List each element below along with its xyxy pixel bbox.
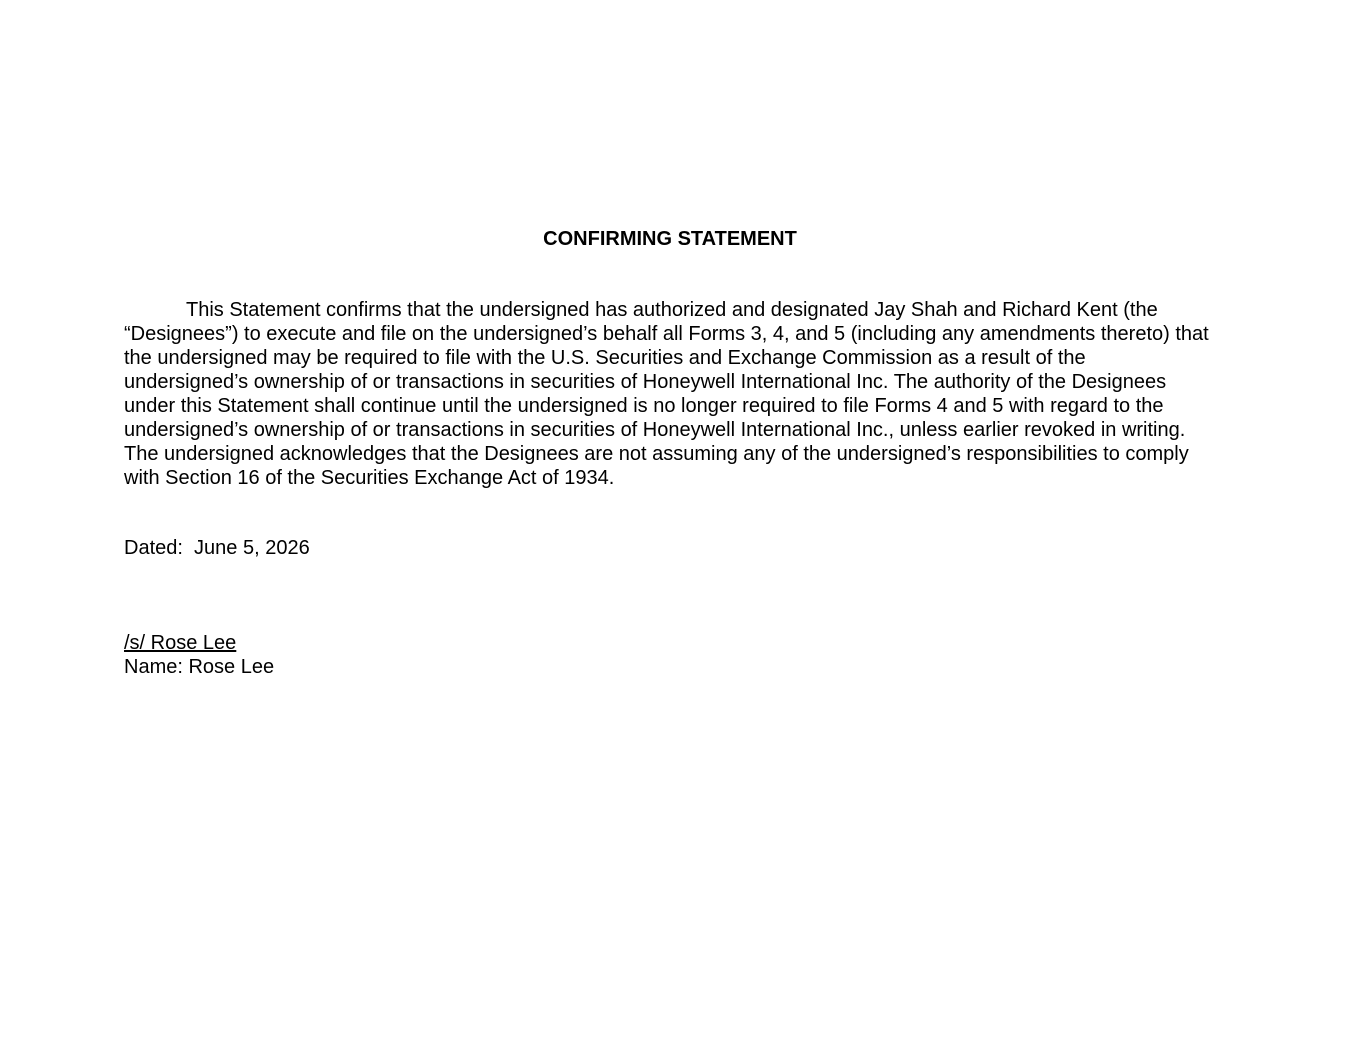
statement-body-text: This Statement confirms that the undersigned has authorized and designated Jay Shah and Richard Kent (the “Designees”) to execute and file on the undersigned’s behalf all Forms 3, 4, and 5 (including any amendments thereto) that the undersigned may be required to file with the U.S. Securities and Exchange Commission as a result of the undersigned’s ownership of or transactions in securities of Honeywell International Inc. The authority of the Designees under this Statement shall continue until the undersigned is no longer required to file Forms 4 and 5 with regard to the undersigned’s ownership of or transactions in securities of Honeywell International Inc., unless earlier revoked in writing. The undersigned acknowledges that the Designees are not assuming any of the undersigned’s responsibilities to comply with Section 16 of the Securities Exchange Act of 1934. <box>124 299 1209 489</box>
document-title: CONFIRMING STATEMENT <box>543 228 797 250</box>
signature-line: /s/ Rose Lee <box>124 632 237 654</box>
dated-line: Dated: June 5, 2026 <box>124 537 310 559</box>
signatory-name: Name: Rose Lee <box>124 656 275 678</box>
statement-body-paragraph <box>124 298 1214 490</box>
